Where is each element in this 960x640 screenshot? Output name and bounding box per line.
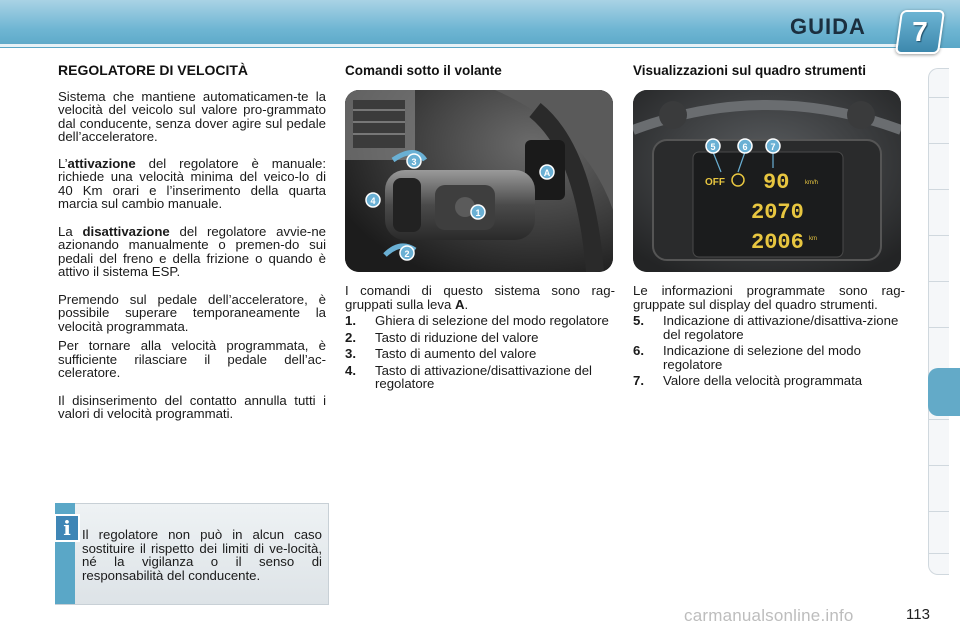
override-paragraph: Premendo sul pedale dell’acceleratore, è possibile superare temporaneamente la velocità programmata. — [58, 291, 326, 334]
cruise-control-heading: REGOLATORE DI VELOCITÀ — [58, 62, 249, 78]
activation-paragraph — [58, 157, 326, 211]
label-1: 1 — [475, 208, 481, 218]
column-display — [633, 64, 905, 78]
item-text: Tasto di riduzione del valore — [375, 329, 539, 345]
item-number: 2. — [345, 329, 356, 345]
tab-divider — [929, 419, 949, 420]
deactivation-paragraph — [58, 225, 326, 279]
display-body — [633, 284, 905, 391]
display-off: OFF — [705, 177, 725, 188]
column-cruise-control — [58, 64, 326, 421]
tab-divider — [929, 235, 949, 236]
list-item — [345, 314, 615, 328]
chapter-number: 7 — [912, 16, 928, 47]
info-icon: i — [54, 514, 80, 542]
chapter-tab-strip — [928, 68, 949, 575]
label-2: 2 — [404, 249, 410, 259]
label-4: 4 — [370, 196, 376, 206]
item-text: Valore della velocità programmata — [663, 373, 863, 388]
item-number: 5. — [633, 313, 644, 328]
tab-divider — [929, 327, 949, 328]
chapter-badge — [895, 10, 945, 54]
page-number: 113 — [906, 606, 930, 623]
steering-lever-photo — [345, 90, 613, 272]
ignition-paragraph: Il disinserimento del contatto annulla tutti i valori di velocità programmati. — [58, 392, 326, 421]
active-chapter-tab[interactable] — [928, 368, 960, 416]
controls-body — [345, 284, 615, 394]
display-unit: km/h — [805, 180, 819, 186]
label-6: 6 — [742, 142, 748, 152]
list-item — [345, 331, 615, 345]
tab-divider — [929, 511, 949, 512]
instrument-panel-illustration — [633, 90, 901, 272]
display-trip: 2006 — [751, 230, 804, 255]
tab-divider — [929, 281, 949, 282]
label-7: 7 — [770, 142, 776, 152]
item-text: Indicazione di attivazione/disattiva-zione del regolatore — [663, 313, 899, 342]
item-number: 1. — [345, 313, 356, 328]
item-number: 3. — [345, 346, 356, 361]
tab-divider — [929, 143, 949, 144]
controls-intro — [345, 284, 615, 311]
item-text: Ghiera di selezione del modo regolatore — [375, 313, 609, 328]
item-number: 4. — [345, 362, 356, 378]
display-list — [633, 314, 905, 388]
deactivation-term: disattivazione — [82, 223, 170, 239]
text-run: del regolatore avvie-ne azionando manualmente o premen-do sui pedali del freno e della frizione o quando è attivo il sistema ESP. — [58, 223, 326, 279]
tab-divider — [929, 465, 949, 466]
list-item — [345, 347, 615, 361]
tab-divider — [929, 553, 949, 554]
watermark: carmanualsonline.info — [684, 606, 854, 625]
text-run: La — [58, 223, 83, 239]
item-number: 7. — [633, 373, 644, 388]
item-number: 6. — [633, 343, 644, 358]
section-title: GUIDA — [790, 14, 866, 39]
info-text: Il regolatore non può in alcun caso sostituire il rispetto dei limiti di ve-locità, né la vigilanza o il senso di responsabilità del conducente. — [82, 527, 322, 583]
list-item — [633, 374, 905, 388]
item-text: Tasto di attivazione/disattivazione del regolatore — [375, 362, 592, 391]
display-speed: 90 — [763, 170, 790, 195]
display-intro: Le informazioni programmate sono rag-gruppate sul display del quadro strumenti. — [633, 283, 905, 312]
label-3: 3 — [411, 157, 417, 167]
display-heading: Visualizzazioni sul quadro strumenti — [633, 63, 867, 78]
item-text: Indicazione di selezione del modo regolatore — [663, 343, 861, 372]
text-run: I comandi di questo sistema sono rag-gruppati sulla leva — [345, 283, 615, 312]
text-run: . — [464, 296, 469, 312]
text-run: del regolatore è manuale: richiede una velocità minima del veico-lo di 40 Km orari e l’inserimento della quarta marcia sul cambio manuale. — [58, 155, 326, 211]
list-item — [633, 314, 905, 341]
tab-divider — [929, 189, 949, 190]
steering-lever-illustration — [345, 90, 613, 272]
display-trip-unit: km — [809, 236, 817, 242]
resume-paragraph: Per tornare alla velocità programmata, è sufficiente rilasciare il pedale dell’ac-celeratore. — [58, 338, 326, 380]
header-stripe — [0, 44, 900, 47]
label-5: 5 — [710, 142, 716, 152]
item-text: Tasto di aumento del valore — [375, 346, 537, 361]
controls-list — [345, 314, 615, 391]
intro-paragraph: Sistema che mantiene automaticamen-te la velocità del veicolo sul valore pro-grammato dal conducente, senza dover agire sul pedale dell’acceleratore. — [58, 88, 326, 144]
column-controls — [345, 64, 615, 78]
activation-term: attivazione — [67, 155, 136, 171]
display-odometer: 2070 — [751, 200, 804, 225]
instrument-panel-photo — [633, 90, 901, 272]
tab-divider — [929, 97, 949, 98]
list-item — [345, 364, 615, 391]
text-run: L’ — [58, 155, 68, 171]
list-item — [633, 344, 905, 371]
label-A: A — [543, 168, 551, 178]
lever-label: A — [454, 296, 465, 312]
controls-heading: Comandi sotto il volante — [345, 63, 502, 78]
